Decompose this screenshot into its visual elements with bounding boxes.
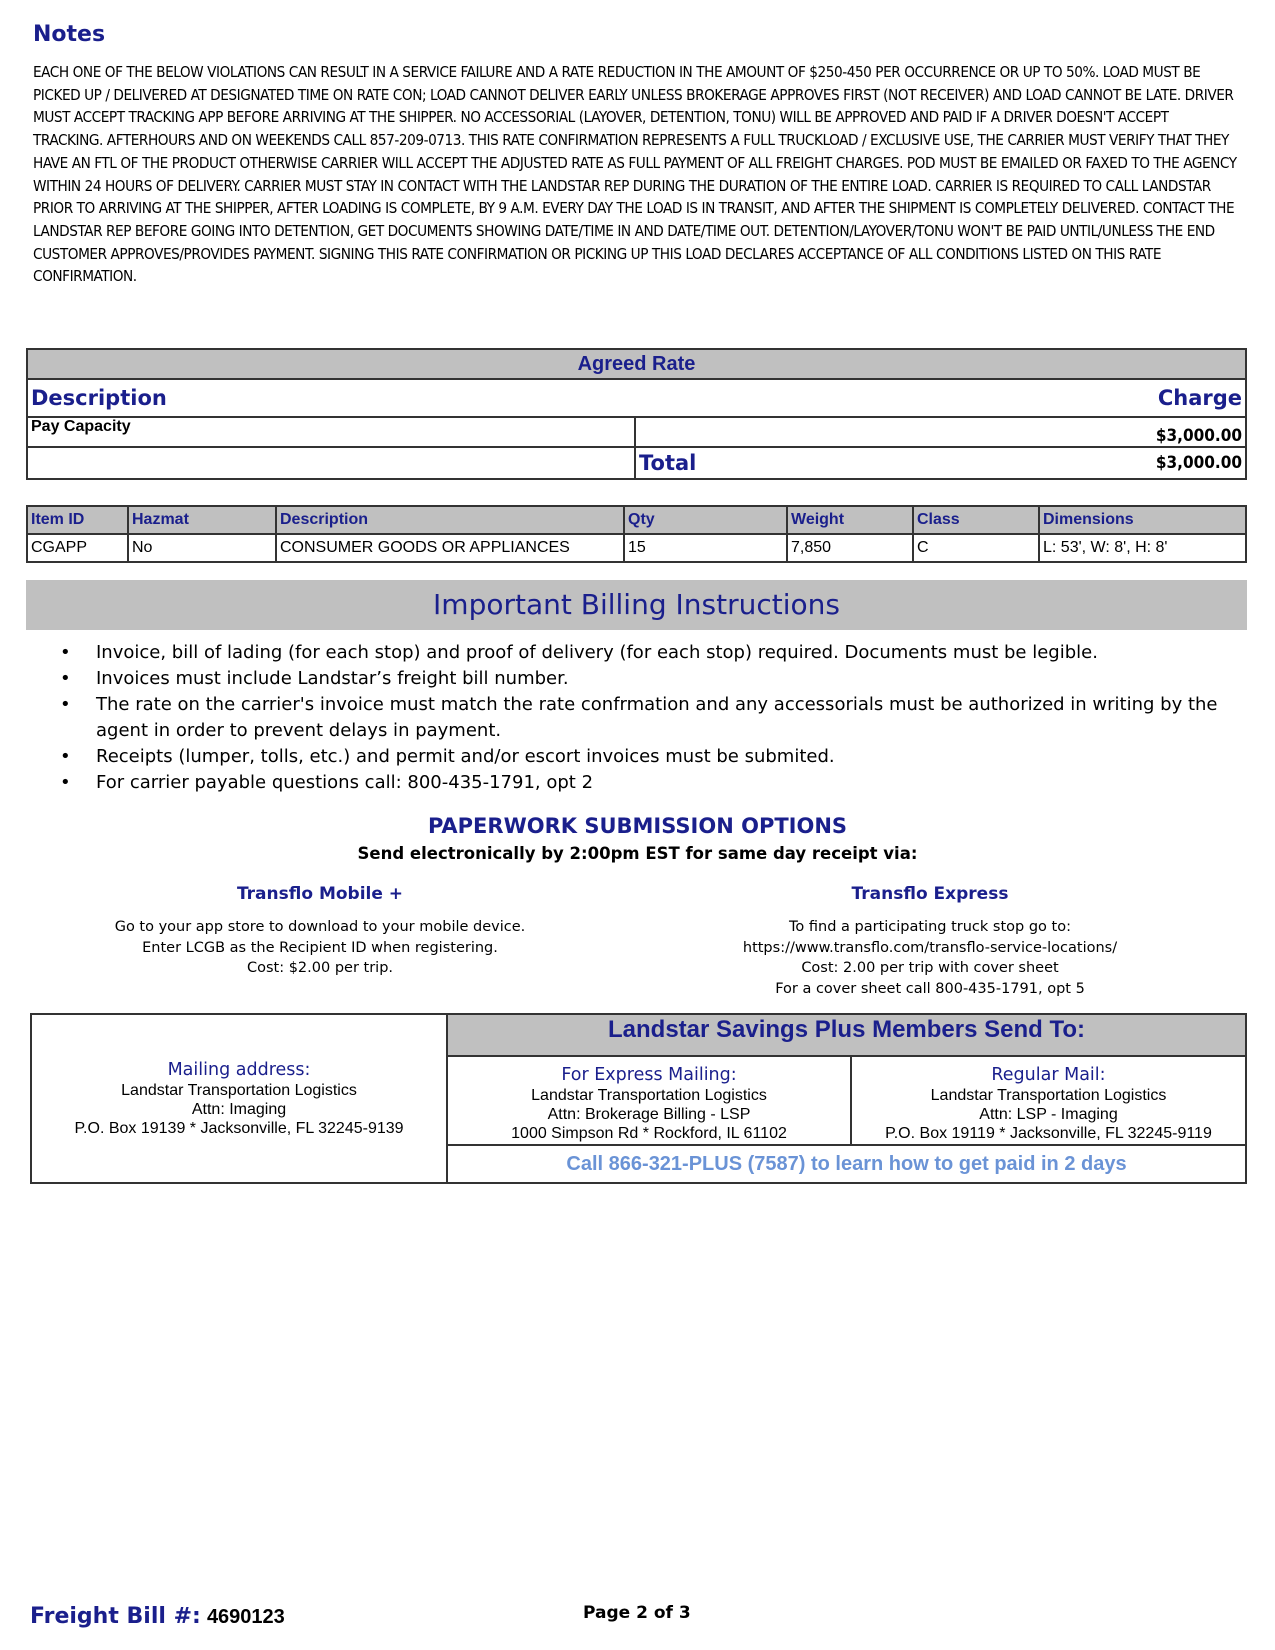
address-line: Attn: Brokerage Billing - LSP	[547, 1106, 751, 1123]
express-mailing-title: For Express Mailing:	[561, 1065, 737, 1085]
mailing-addresses-table	[30, 1013, 1247, 1184]
notes-body: EACH ONE OF THE BELOW VIOLATIONS CAN RESULT IN A SERVICE FAILURE AND A RATE REDUCTION IN THE AMOUNT OF $250-450 PER OCCURRENCE OR UP TO 50%. LOAD MUST BE PICKED UP / DELIVERED AT DESIGNATED TIME ON RATE CON; LOAD CANNOT DELIVER EARLY UNLESS BROKERAGE APPROVES FIRST (NOT RECEIVER) AND LOAD CANNOT BE LATE. DRIVER MUST ACCEPT TRACKING APP BEFORE ARRIVING AT THE SHIPPER. NO ACCESSORIAL (LAYOVER, DETENTION, TONU) WILL BE APPROVED AND PAID IF A DRIVER DOESN'T ACCEPT TRACKING. AFTERHOURS AND ON WEEKENDS CALL 857-209-0713. THIS RATE CONFIRMATION REPRESENTS A FULL TRUCKLOAD / EXCLUSIVE USE, THE CARRIER MUST VERIFY THAT THEY HAVE AN FTL OF THE PRODUCT OTHERWISE CARRIER WILL ACCEPT THE ADJUSTED RATE AS FULL PAYMENT OF ALL FREIGHT CHARGES. POD MUST BE EMAILED OR FAXED TO THE AGENCY WITHIN 24 HOURS OF DELIVERY. CARRIER MUST STAY IN CONTACT WITH THE LANDSTAR REP DURING THE DURATION OF THE ENTIRE LOAD. CARRIER IS REQUIRED TO CALL LANDSTAR PRIOR TO ARRIVING AT THE SHIPPER, AFTER LOADING IS COMPLETE, BY 9 A.M. EVERY DAY THE LOAD IS IN TRANSIT, AND AFTER THE SHIPMENT IS COMPLETELY DELIVERED. CONTACT THE LANDSTAR REP BEFORE GOING INTO DETENTION, GET DOCUMENTS SHOWING DATE/TIME IN AND DATE/TIME OUT. DETENTION/LAYOVER/TONU WON'T BE PAID UNTIL/UNLESS THE END CUSTOMER APPROVES/PROVIDES PAYMENT. SIGNING THIS RATE CONFIRMATION OR PICKING UP THIS LOAD DECLARES ACCEPTANCE OF ALL CONDITIONS LISTED ON THIS RATE CONFIRMATION.	[33, 63, 1237, 286]
address-line: P.O. Box 19119 * Jacksonville, FL 32245-9119	[885, 1125, 1212, 1142]
page-number: Page 2 of 3	[583, 1603, 691, 1623]
list-item: • Invoices must include Landstar’s freight bill number.	[60, 666, 1240, 692]
transflo-mobile-title: Transflo Mobile +	[236, 884, 404, 904]
col-qty: Qty	[624, 506, 787, 534]
cell-hazmat: No	[128, 534, 276, 562]
savings-plus-call-line: Call 866-321-PLUS (7587) to learn how to get paid in 2 days	[447, 1145, 1246, 1183]
billing-instructions-list	[60, 640, 1240, 796]
cell-weight: 7,850	[787, 534, 913, 562]
col-hazmat: Hazmat	[128, 506, 276, 534]
table-row	[27, 534, 1246, 562]
total-amount: $3,000.00	[1155, 453, 1242, 473]
agreed-rate-table	[26, 348, 1247, 480]
col-description: Description	[276, 506, 624, 534]
freight-bill-label: Freight Bill #:	[30, 1604, 201, 1629]
freight-bill-number: 4690123	[206, 1606, 285, 1628]
mobile-line: Cost: $2.00 per trip.	[246, 960, 394, 976]
cell-dimensions: L: 53', W: 8', H: 8'	[1039, 534, 1246, 562]
col-dimensions: Dimensions	[1039, 506, 1246, 534]
cell-description: CONSUMER GOODS OR APPLIANCES	[276, 534, 624, 562]
list-item: • The rate on the carrier's invoice must match the rate confrmation and any accessorials must be authorized in writing by the agent in order to prevent delays in payment.	[60, 692, 1240, 744]
cell-qty: 15	[624, 534, 787, 562]
cell-class: C	[913, 534, 1039, 562]
express-line: Cost: 2.00 per trip with cover sheet	[801, 960, 1059, 976]
express-mailing-block	[447, 1056, 851, 1145]
address-line: Attn: Imaging	[191, 1101, 287, 1118]
total-cell	[635, 447, 1246, 479]
mobile-line: Go to your app store to download to your mobile device.	[114, 919, 526, 935]
total-label: Total	[639, 451, 697, 475]
notes-title: Notes	[33, 22, 106, 47]
express-line: To find a participating truck stop go to:	[789, 919, 1071, 935]
col-item-id: Item ID	[27, 506, 128, 534]
list-item: • Receipts (lumper, tolls, etc.) and permit and/or escort invoices must be submited.	[60, 744, 1240, 770]
mailing-address-block	[31, 1014, 447, 1183]
paperwork-subtitle: Send electronically by 2:00pm EST for same day receipt via:	[357, 844, 918, 863]
total-spacer-cell	[27, 447, 635, 479]
regular-mail-block	[851, 1056, 1246, 1145]
col-class: Class	[913, 506, 1039, 534]
transflo-express-title: Transflo Express	[851, 884, 1009, 904]
express-url: https://www.transflo.com/transflo-service-locations/	[742, 939, 1118, 956]
col-weight: Weight	[787, 506, 913, 534]
address-line: Attn: LSP - Imaging	[979, 1106, 1118, 1123]
address-line: Landstar Transportation Logistics	[121, 1082, 357, 1099]
transflo-mobile-details	[60, 917, 580, 979]
agreed-rate-title: Agreed Rate	[27, 349, 1246, 379]
express-line: For a cover sheet call 800-435-1791, opt 5	[775, 980, 1085, 997]
mobile-line: Enter LCGB as the Recipient ID when registering.	[142, 939, 498, 956]
mailing-address-title: Mailing address:	[167, 1060, 311, 1080]
line-item-label: Pay Capacity	[27, 417, 635, 447]
items-table	[26, 505, 1247, 563]
transflo-express-details	[680, 917, 1180, 999]
address-line: Landstar Transportation Logistics	[531, 1087, 767, 1104]
address-line: Landstar Transportation Logistics	[930, 1087, 1167, 1104]
list-item: • Invoice, bill of lading (for each stop) and proof of delivery (for each stop) required. Documents must be legible.	[60, 640, 1240, 666]
description-header: Description	[27, 379, 635, 417]
regular-mail-title: Regular Mail:	[991, 1065, 1106, 1085]
paperwork-title: PAPERWORK SUBMISSION OPTIONS	[427, 814, 848, 838]
freight-bill	[30, 1603, 285, 1629]
cell-item-id: CGAPP	[27, 534, 128, 562]
address-line: P.O. Box 19139 * Jacksonville, FL 32245-9139	[74, 1120, 404, 1137]
charge-header: Charge	[635, 379, 1246, 417]
billing-instructions-title: Important Billing Instructions	[26, 580, 1247, 630]
list-item: • For carrier payable questions call: 800-435-1791, opt 2	[60, 770, 1240, 796]
savings-plus-header: Landstar Savings Plus Members Send To:	[447, 1014, 1246, 1056]
address-line: 1000 Simpson Rd * Rockford, IL 61102	[511, 1125, 787, 1142]
line-item-amount: $3,000.00	[635, 417, 1246, 447]
